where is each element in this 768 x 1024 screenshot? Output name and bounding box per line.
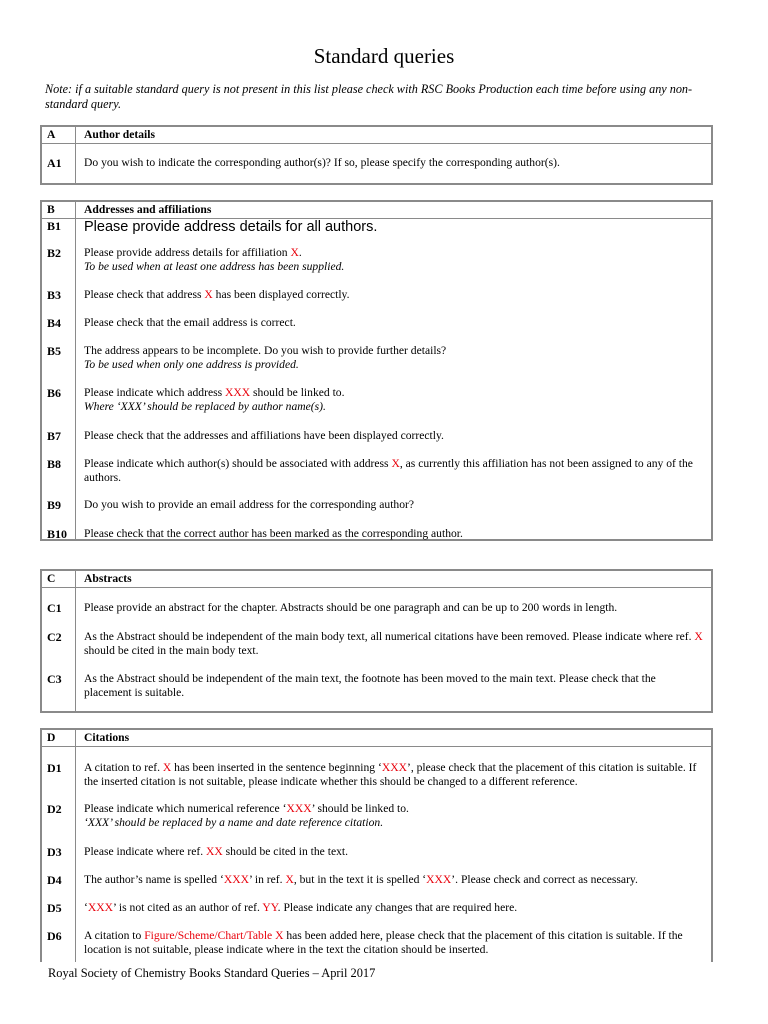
query-usage-note: ‘XXX’ should be replaced by a name and date reference citation.	[84, 816, 384, 829]
query-text	[84, 929, 703, 957]
query-text-segment: Please indicate which author(s) should be associated with address	[84, 457, 392, 470]
query-code: D1	[47, 761, 62, 775]
query-text-segment: should be linked to.	[250, 386, 345, 399]
query-text-segment: , but in the text it is spelled ‘	[293, 873, 427, 886]
section-heading: Author details	[84, 128, 155, 141]
query-text	[84, 873, 703, 887]
page-title: Standard queries	[313, 44, 455, 68]
query-code: B8	[47, 457, 62, 471]
query-text	[84, 601, 703, 615]
placeholder-highlight: XXX	[87, 901, 113, 914]
query-code: D3	[47, 845, 62, 859]
section-b-table	[40, 200, 713, 541]
query-code: B4	[47, 316, 62, 330]
query-code: B1	[47, 219, 62, 233]
query-code: C3	[47, 672, 62, 686]
query-text-segment: Please check that address	[84, 288, 205, 301]
placeholder-highlight: X	[204, 288, 213, 301]
query-text-segment: A citation to	[84, 929, 145, 942]
query-text-segment: ’ should be linked to.	[311, 802, 409, 815]
footer-text: Royal Society of Chemistry Books Standard Queries – April 2017	[48, 966, 376, 980]
query-text-segment: has been displayed correctly.	[212, 288, 350, 301]
query-text	[84, 288, 703, 302]
section-code: C	[47, 572, 56, 585]
query-code: D4	[47, 873, 62, 887]
query-code: B9	[47, 498, 62, 512]
query-text	[84, 246, 703, 274]
query-text	[84, 845, 703, 859]
query-text-segment: should be cited in the text.	[222, 845, 348, 858]
query-text-segment: .	[298, 246, 302, 259]
query-code: D2	[47, 802, 62, 816]
query-text	[84, 672, 703, 700]
query-text	[84, 316, 703, 330]
query-text-segment: Please indicate which numerical reference ‘	[84, 802, 287, 815]
placeholder-highlight: XXX	[286, 802, 312, 815]
query-usage-note: To be used when at least one address has been supplied.	[84, 260, 345, 273]
placeholder-highlight: XXX	[223, 873, 249, 886]
placeholder-highlight: YY	[262, 901, 278, 914]
query-text	[84, 901, 703, 915]
section-d-table	[40, 728, 713, 962]
query-text-segment: ’, please check that the placement of this citation is suitable. If the inserted citation is not suitable, please indicate whether this should be changed to a different reference.	[84, 761, 697, 788]
query-code: B5	[47, 344, 62, 358]
query-text-segment: ’ is not cited as an author of ref.	[113, 901, 263, 914]
query-text	[84, 761, 703, 789]
placeholder-highlight: X	[162, 761, 172, 774]
query-text-segment: Please check that the addresses and affiliations have been displayed correctly.	[84, 429, 444, 442]
query-text	[84, 527, 703, 541]
query-text-segment: has been inserted in the sentence beginning ‘	[171, 761, 382, 774]
placeholder-highlight: X	[290, 246, 299, 259]
query-text-segment: Please provide address details for affiliation	[84, 246, 291, 259]
query-text	[84, 498, 703, 512]
query-code: B10	[47, 527, 68, 541]
query-code: A1	[47, 156, 62, 170]
query-code: C1	[47, 601, 62, 615]
query-text-segment: Please indicate where ref.	[84, 845, 206, 858]
query-text	[84, 344, 703, 372]
query-text	[84, 219, 703, 235]
query-code: B2	[47, 246, 62, 260]
query-code: D5	[47, 901, 62, 915]
section-a-table	[40, 125, 713, 185]
query-text-segment: Please indicate which address	[84, 386, 226, 399]
query-text-segment: Do you wish to indicate the corresponding author(s)? If so, please specify the corresponding author(s).	[84, 156, 560, 169]
section-code: A	[47, 128, 56, 141]
query-usage-note: Where ‘XXX’ should be replaced by author name(s).	[84, 400, 326, 413]
placeholder-highlight: Figure/Scheme/Chart/Table X	[144, 929, 284, 942]
section-heading: Citations	[84, 731, 130, 744]
placeholder-highlight: XXX	[225, 386, 251, 399]
section-code: B	[47, 203, 55, 216]
query-text-segment: ’. Please check and correct as necessary.	[451, 873, 638, 886]
placeholder-highlight: XXX	[426, 873, 452, 886]
query-text	[84, 386, 703, 414]
placeholder-highlight: X	[285, 873, 294, 886]
query-text-segment: The author’s name is spelled ‘	[84, 873, 224, 886]
placeholder-highlight: X	[391, 457, 400, 470]
query-code: B6	[47, 386, 62, 400]
section-heading: Abstracts	[84, 572, 132, 585]
query-text-segment: Please check that the email address is correct.	[84, 316, 296, 329]
query-text-segment: should be cited in the main body text.	[84, 644, 259, 657]
query-text-segment: As the Abstract should be independent of the main body text, all numerical citations have been removed. Please indicate where ref.	[84, 630, 695, 643]
query-text	[84, 429, 703, 443]
placeholder-highlight: X	[694, 630, 703, 643]
query-text	[84, 630, 703, 658]
query-text-segment: ’ in ref.	[248, 873, 286, 886]
query-text-segment: A citation to ref.	[84, 761, 163, 774]
query-usage-note: To be used when only one address is provided.	[84, 358, 299, 371]
query-text-segment: , as currently this affiliation has not been assigned to any of the authors.	[84, 457, 693, 484]
query-code: B3	[47, 288, 62, 302]
query-code: D6	[47, 929, 62, 943]
query-text-segment: Please provide an abstract for the chapter. Abstracts should be one paragraph and can be up to 200 words in length.	[84, 601, 618, 614]
query-text-segment: has been added here, please check that the placement of this citation is suitable. If the location is not suitable, please indicate where in the text the citation should be inserted.	[84, 929, 683, 956]
query-text-segment: Please check that the correct author has been marked as the corresponding author.	[84, 527, 463, 540]
query-text	[84, 156, 703, 170]
query-text-segment: . Please indicate any changes that are required here.	[277, 901, 518, 914]
query-code: C2	[47, 630, 62, 644]
placeholder-highlight: XX	[206, 845, 223, 858]
section-code: D	[47, 731, 56, 744]
query-text-segment: Do you wish to provide an email address for the corresponding author?	[84, 498, 415, 511]
section-heading: Addresses and affiliations	[84, 203, 212, 216]
placeholder-highlight: XXX	[381, 761, 407, 774]
query-code: B7	[47, 429, 62, 443]
note-text: Note: if a suitable standard query is not present in this list please check with RSC Books Production each time before using any non-standard query.	[45, 82, 693, 111]
query-text-segment: ‘	[84, 901, 88, 914]
query-text	[84, 802, 703, 830]
query-text	[84, 457, 703, 485]
query-text-segment: As the Abstract should be independent of the main text, the footnote has been moved to the main text. Please check that the placement is suitable.	[84, 672, 656, 699]
query-text-segment: Please provide address details for all authors.	[84, 219, 378, 235]
query-text-segment: The address appears to be incomplete. Do you wish to provide further details?	[84, 344, 447, 357]
section-c-table	[40, 569, 713, 713]
